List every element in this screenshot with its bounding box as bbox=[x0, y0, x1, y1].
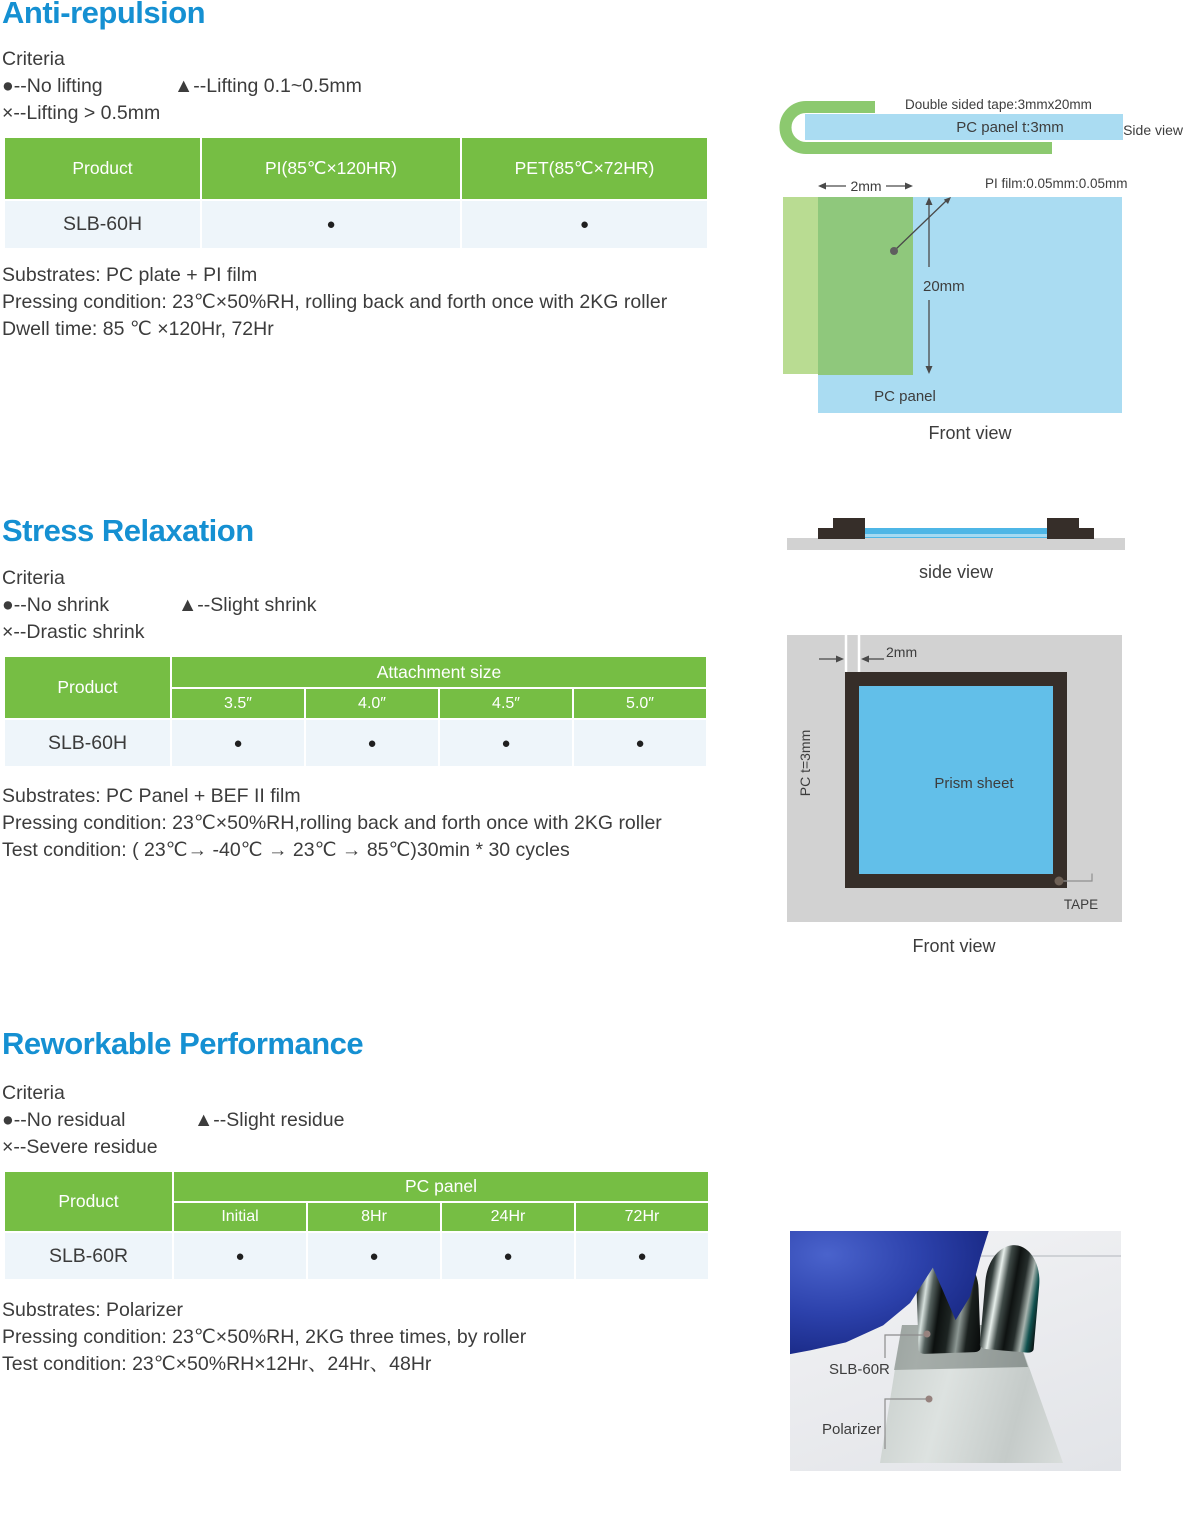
anti-repulsion-table bbox=[5, 138, 707, 248]
film-label: SLB-60R bbox=[829, 1361, 890, 1378]
column-header-5-0: 5.0″ bbox=[574, 689, 706, 718]
criteria-heading: Criteria bbox=[2, 48, 65, 70]
gap-dimension-label: 2mm bbox=[886, 644, 918, 660]
criteria-line bbox=[2, 592, 317, 619]
criteria-anti-repulsion bbox=[2, 46, 362, 127]
table-cell-result: ● bbox=[576, 1233, 708, 1279]
column-header-pi: PI(85℃×120HR) bbox=[202, 138, 460, 199]
front-view-caption: Front view bbox=[912, 936, 996, 956]
criteria-heading: Criteria bbox=[2, 1082, 65, 1104]
table-cell-result: ● bbox=[308, 1233, 440, 1279]
tape-anchor-dot bbox=[1055, 877, 1064, 886]
table-cell-result: ● bbox=[172, 720, 304, 766]
film-anchor-dot bbox=[924, 1331, 931, 1338]
criteria-line bbox=[2, 1107, 344, 1134]
arrowhead-right bbox=[905, 183, 913, 190]
column-header-product: Product bbox=[5, 1172, 172, 1231]
note-pressing-condition: Pressing condition: 23℃×50%RH,rolling back and forth once with 2KG roller bbox=[2, 812, 662, 834]
note-test-condition: Test condition: 23℃×50%RH×12Hr、24Hr、48Hr bbox=[2, 1353, 432, 1375]
notes-reworkable bbox=[2, 1297, 526, 1378]
tape-label: TAPE bbox=[1063, 897, 1099, 912]
section-title-stress-relaxation: Stress Relaxation bbox=[2, 513, 254, 548]
table-row-product: SLB-60H bbox=[5, 720, 170, 766]
note-substrates: Substrates: PC Panel + BEF II film bbox=[2, 785, 301, 807]
width-dimension-label: 2mm bbox=[850, 178, 882, 194]
note-dwell-time: Dwell time: 85 ℃ ×120Hr, 72Hr bbox=[2, 318, 274, 340]
column-header-4-0: 4.0″ bbox=[306, 689, 438, 718]
column-header-initial: Initial bbox=[174, 1203, 306, 1231]
rework-test-photo bbox=[790, 1231, 1121, 1471]
double-sided-tape-label: Double sided tape:3mmx20mm bbox=[905, 97, 1092, 112]
arrowhead-left bbox=[818, 183, 826, 190]
tape-overhang-shape bbox=[783, 197, 818, 374]
base-plate-shape bbox=[787, 538, 1125, 550]
pc-panel-thickness-label: PC panel t:3mm bbox=[956, 119, 1064, 136]
section-title-reworkable-performance: Reworkable Performance bbox=[2, 1026, 364, 1061]
criteria-dot-item: ●--No shrink bbox=[2, 594, 110, 616]
height-dimension-label: 20mm bbox=[923, 278, 965, 295]
column-header-4-5: 4.5″ bbox=[440, 689, 572, 718]
table-cell-result: ● bbox=[306, 720, 438, 766]
column-header-product: Product bbox=[5, 138, 200, 199]
film-leader-line bbox=[885, 1335, 924, 1358]
polarizer-anchor-dot bbox=[926, 1396, 933, 1403]
side-view-caption: Side view bbox=[1123, 122, 1183, 138]
note-substrates: Substrates: PC plate + PI film bbox=[2, 264, 258, 286]
table-cell-result: ● bbox=[442, 1233, 574, 1279]
table-row-product: SLB-60H bbox=[5, 201, 200, 248]
note-pressing-condition: Pressing condition: 23℃×50%RH, rolling back and forth once with 2KG roller bbox=[2, 291, 668, 313]
criteria-dot-item: ●--No residual bbox=[2, 1109, 126, 1131]
side-view-caption: side view bbox=[918, 562, 994, 582]
column-header-product: Product bbox=[5, 657, 170, 718]
column-header-pet: PET(85℃×72HR) bbox=[462, 138, 707, 199]
prism-sheet-label: Prism sheet bbox=[934, 775, 1014, 792]
criteria-triangle-item: ▲--Slight residue bbox=[194, 1109, 345, 1131]
pi-film-anchor-dot bbox=[890, 247, 898, 255]
pi-film-label: PI film:0.05mm:0.05mm bbox=[985, 176, 1128, 191]
notes-anti-repulsion bbox=[2, 262, 667, 343]
tape-overlap-shape bbox=[818, 197, 913, 375]
column-header-72hr: 72Hr bbox=[576, 1203, 708, 1231]
criteria-triangle-item: ▲--Slight shrink bbox=[178, 594, 317, 616]
table-cell-result: ● bbox=[440, 720, 572, 766]
criteria-triangle-item: ▲--Lifting 0.1~0.5mm bbox=[174, 75, 362, 97]
note-test-condition: Test condition: ( 23℃→ -40℃ → 23℃ → 85℃)30min * 30 cycles bbox=[2, 839, 570, 861]
criteria-cross-item: ×--Severe residue bbox=[2, 1136, 158, 1158]
film-strip-highlight bbox=[850, 534, 1062, 537]
criteria-reworkable bbox=[2, 1080, 344, 1161]
table-cell-result: ● bbox=[202, 201, 460, 248]
note-pressing-condition: Pressing condition: 23℃×50%RH, 2KG three times, by roller bbox=[2, 1326, 527, 1348]
table-cell-result: ● bbox=[574, 720, 706, 766]
criteria-cross-item: ×--Lifting > 0.5mm bbox=[2, 102, 161, 124]
column-header-24hr: 24Hr bbox=[442, 1203, 574, 1231]
stress-relaxation-diagram bbox=[770, 505, 1184, 965]
polarizer-label: Polarizer bbox=[822, 1421, 882, 1438]
stress-relaxation-table bbox=[5, 657, 706, 766]
criteria-cross-item: ×--Drastic shrink bbox=[2, 621, 145, 643]
table-cell-result: ● bbox=[174, 1233, 306, 1279]
column-header-3-5: 3.5″ bbox=[172, 689, 304, 718]
criteria-heading: Criteria bbox=[2, 567, 65, 589]
polarizer-leader-line bbox=[885, 1399, 926, 1449]
photo-annotations bbox=[790, 1231, 1121, 1471]
column-group-header-attachment-size: Attachment size bbox=[172, 657, 706, 687]
notes-stress-relaxation bbox=[2, 783, 662, 864]
section-title-anti-repulsion: Anti-repulsion bbox=[2, 0, 206, 30]
column-header-8hr: 8Hr bbox=[308, 1203, 440, 1231]
anti-repulsion-diagram bbox=[770, 90, 1184, 450]
criteria-stress-relaxation bbox=[2, 565, 317, 646]
table-row-product: SLB-60R bbox=[5, 1233, 172, 1279]
reworkable-performance-table bbox=[5, 1172, 708, 1279]
table-cell-result: ● bbox=[462, 201, 707, 248]
criteria-line bbox=[2, 73, 362, 100]
pc-panel-front-label: PC panel bbox=[874, 388, 936, 405]
criteria-dot-item: ●--No lifting bbox=[2, 75, 103, 97]
column-group-header-pc-panel: PC panel bbox=[174, 1172, 708, 1201]
front-view-caption: Front view bbox=[928, 423, 1012, 443]
note-substrates: Substrates: Polarizer bbox=[2, 1299, 183, 1321]
pc-thickness-label: PC t=3mm bbox=[797, 729, 813, 797]
